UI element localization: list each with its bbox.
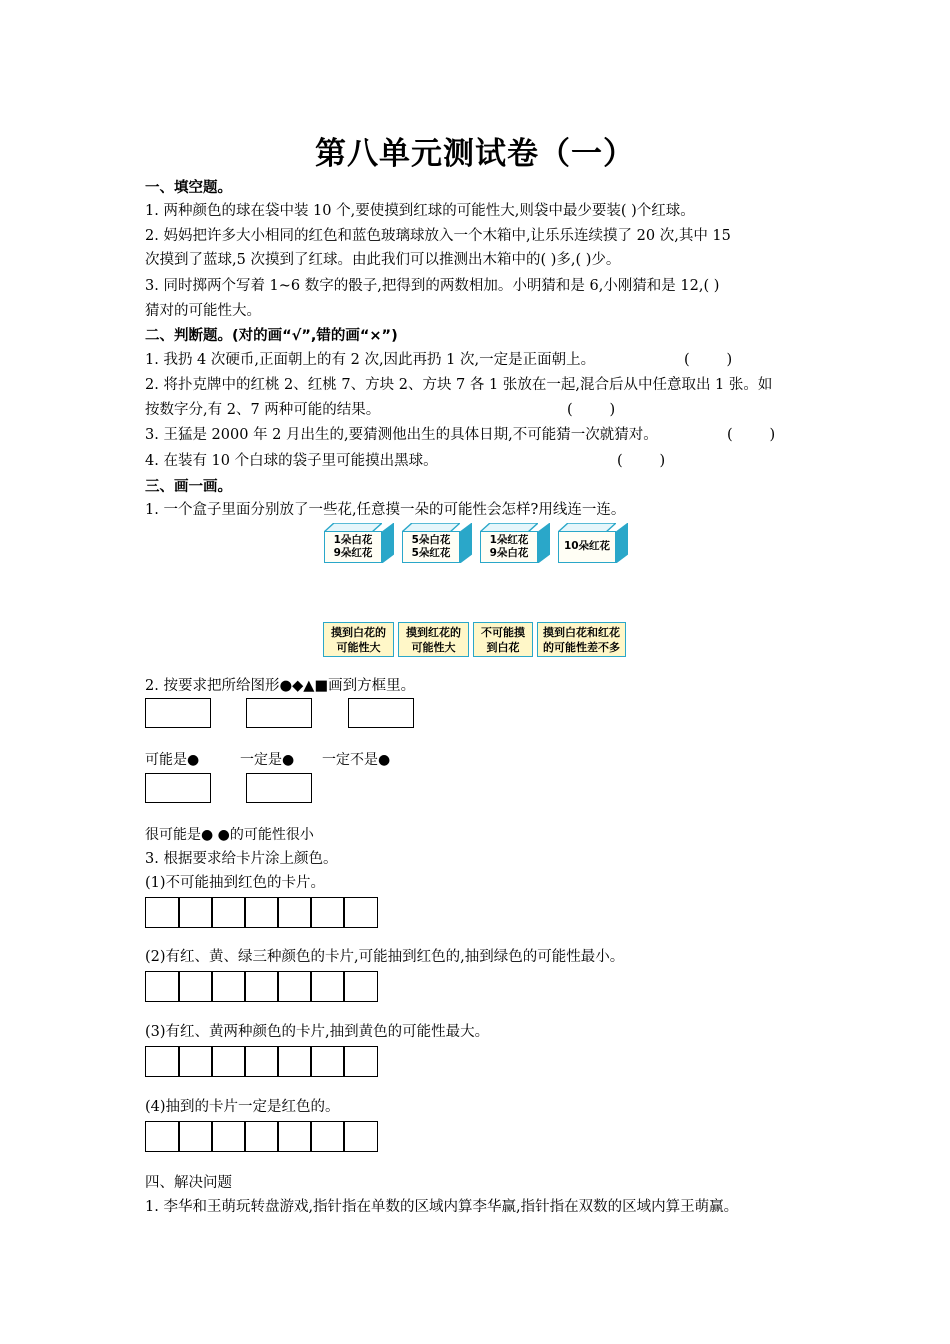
card[interactable]	[244, 1046, 279, 1077]
tag-white-likely[interactable]	[323, 622, 394, 657]
s2-answer-blank-2[interactable]: ( )	[567, 402, 616, 418]
draw-box-4[interactable]	[145, 773, 211, 803]
s1-question-3-line-1: 3. 同时掷两个写着 1~6 数字的骰子,把得到的两数相加。小明猜和是 6,小刚猜和是 12,( )	[145, 278, 720, 294]
section-4-heading: 四、解决问题	[145, 1175, 232, 1191]
card[interactable]	[310, 1121, 345, 1152]
s2-answer-blank-1[interactable]: ( )	[684, 352, 733, 368]
s4-question-1: 1. 李华和王萌玩转盘游戏,指针指在单数的区域内算李华赢,指针指在双数的区域内算王萌赢。	[145, 1199, 739, 1215]
card-prompt-1: (1)不可能抽到红色的卡片。	[145, 875, 326, 891]
tag-2-line-2: 可能性大	[411, 641, 456, 654]
card-row-4	[145, 1121, 376, 1152]
card[interactable]	[277, 971, 312, 1002]
s2-question-1: 1. 我扔 4 次硬币,正面朝上的有 2 次,因此再扔 1 次,一定是正面朝上。	[145, 352, 596, 368]
flower-box-2-line-1: 5朵白花	[411, 534, 451, 546]
tag-4-line-1: 摸到白花和红花	[543, 626, 620, 639]
card[interactable]	[178, 1046, 213, 1077]
flower-box-4	[556, 521, 630, 565]
s2-question-4: 4. 在装有 10 个白球的袋子里可能摸出黑球。	[145, 453, 438, 469]
tag-white-impossible[interactable]	[473, 622, 533, 657]
tag-3-line-1: 不可能摸	[481, 626, 525, 639]
tag-equal-chance[interactable]	[537, 622, 626, 657]
tag-1-line-2: 可能性大	[336, 641, 381, 654]
page-title: 第八单元测试卷（一）	[315, 136, 635, 172]
s2-answer-blank-3[interactable]: ( )	[727, 427, 776, 443]
s2-question-2-line-2: 按数字分,有 2、7 两种可能的结果。	[145, 402, 381, 418]
tag-red-likely[interactable]	[398, 622, 469, 657]
card[interactable]	[145, 971, 180, 1002]
card[interactable]	[211, 1121, 246, 1152]
card[interactable]	[244, 1121, 279, 1152]
card-row-3	[145, 1046, 376, 1077]
card[interactable]	[343, 1121, 378, 1152]
section-3-heading: 三、画一画。	[145, 479, 232, 495]
card-row-2	[145, 971, 376, 1002]
flower-box-4-line-1: 10朵红花	[563, 540, 611, 552]
label-certain: 一定是●	[240, 752, 295, 768]
card-prompt-2: (2)有红、黄、绿三种颜色的卡片,可能抽到红色的,抽到绿色的可能性最小。	[145, 949, 625, 965]
s1-question-1: 1. 两种颜色的球在袋中装 10 个,要使摸到红球的可能性大,则袋中最少要装( )个红球。	[145, 203, 695, 219]
s1-question-3-line-2: 猜对的可能性大。	[145, 303, 261, 319]
s3-question-2: 2. 按要求把所给图形●◆▲■画到方框里。	[145, 678, 416, 694]
s2-question-2-line-1: 2. 将扑克牌中的红桃 2、红桃 7、方块 2、方块 7 各 1 张放在一起,混合后从中任意取出 1 张。如	[145, 377, 773, 393]
flower-box-2	[400, 521, 474, 565]
flower-box-3-line-1: 1朵红花	[489, 534, 529, 546]
draw-box-3[interactable]	[348, 698, 414, 728]
flower-box-3	[478, 521, 552, 565]
label-possible: 可能是●	[145, 752, 200, 768]
tag-1-line-1: 摸到白花的	[331, 626, 386, 639]
s2-question-3: 3. 王猛是 2000 年 2 月出生的,要猜测他出生的具体日期,不可能猜一次就猜对。	[145, 427, 658, 443]
card[interactable]	[178, 897, 213, 928]
card[interactable]	[277, 1121, 312, 1152]
s1-question-2-line-1: 2. 妈妈把许多大小相同的红色和蓝色玻璃球放入一个木箱中,让乐乐连续摸了 20 次,其中 15	[145, 228, 731, 244]
card-prompt-4: (4)抽到的卡片一定是红色的。	[145, 1099, 340, 1115]
tag-4-line-2: 的可能性差不多	[543, 641, 620, 654]
s3-question-3: 3. 根据要求给卡片涂上颜色。	[145, 851, 338, 867]
s3-question-1: 1. 一个盒子里面分别放了一些花,任意摸一朵的可能性会怎样?用线连一连。	[145, 502, 626, 518]
tag-3-line-2: 到白花	[486, 641, 520, 654]
draw-box-2[interactable]	[246, 698, 312, 728]
tag-2-line-1: 摸到红花的	[406, 626, 461, 639]
card[interactable]	[310, 971, 345, 1002]
card[interactable]	[211, 971, 246, 1002]
flower-box-2-line-2: 5朵红花	[411, 547, 451, 559]
card[interactable]	[244, 971, 279, 1002]
card[interactable]	[145, 1121, 180, 1152]
card[interactable]	[310, 897, 345, 928]
card[interactable]	[211, 897, 246, 928]
card[interactable]	[277, 1046, 312, 1077]
card[interactable]	[211, 1046, 246, 1077]
card[interactable]	[178, 1121, 213, 1152]
card-prompt-3: (3)有红、黄两种颜色的卡片,抽到黄色的可能性最大。	[145, 1024, 490, 1040]
card[interactable]	[343, 971, 378, 1002]
card[interactable]	[277, 897, 312, 928]
card-row-1	[145, 897, 376, 928]
s1-question-2-line-2: 次摸到了蓝球,5 次摸到了红球。由此我们可以推测出木箱中的( )多,( )少。	[145, 252, 621, 268]
draw-box-1[interactable]	[145, 698, 211, 728]
card[interactable]	[244, 897, 279, 928]
card[interactable]	[178, 971, 213, 1002]
card[interactable]	[343, 1046, 378, 1077]
s2-answer-blank-4[interactable]: ( )	[617, 453, 666, 469]
draw-box-5[interactable]	[246, 773, 312, 803]
card[interactable]	[145, 897, 180, 928]
card[interactable]	[343, 897, 378, 928]
flower-box-3-line-2: 9朵白花	[489, 547, 529, 559]
card[interactable]	[310, 1046, 345, 1077]
flower-box-1-line-2: 9朵红花	[333, 547, 373, 559]
label-likely: 很可能是● ●的可能性很小	[145, 827, 314, 843]
card[interactable]	[145, 1046, 180, 1077]
flower-box-1	[322, 521, 396, 565]
section-1-heading: 一、填空题。	[145, 180, 232, 196]
flower-box-1-line-1: 1朵白花	[333, 534, 373, 546]
label-certain-not: 一定不是●	[322, 752, 391, 768]
section-2-heading: 二、判断题。(对的画“√”,错的画“×”)	[145, 328, 398, 344]
